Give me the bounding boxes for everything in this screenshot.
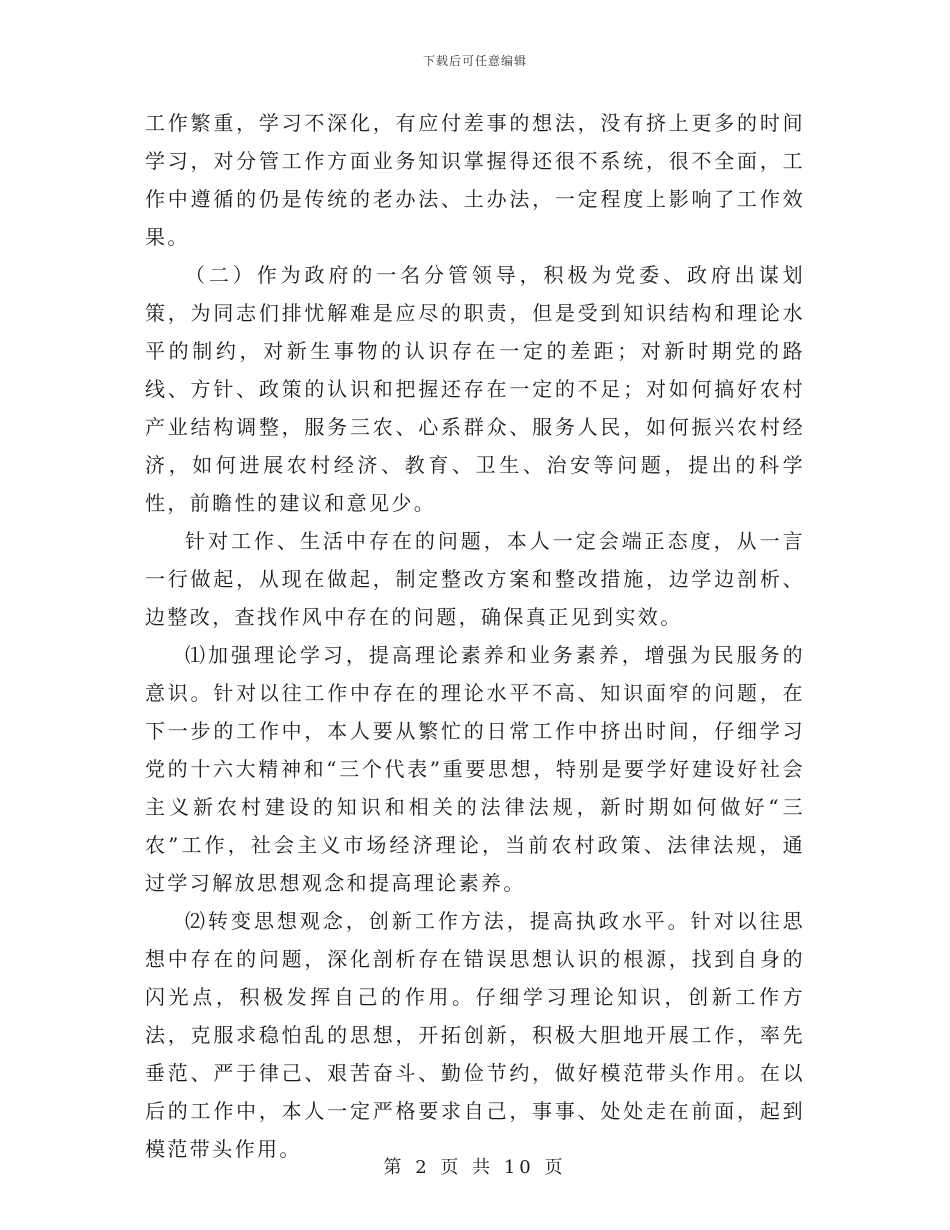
- page-header: 下载后可任意编辑: [422, 54, 527, 68]
- paragraph-continuation: 工作繁重，学习不深化，有应付差事的想法，没有挤上更多的时间学习，对分管工作方面业务知识掌握得还很不系统，很不全面，工作中遵循的仍是传统的老办法、土办法，一定程度上影响了工作效果。: [145, 111, 805, 249]
- paragraph-section-two: （二）作为政府的一名分管领导，积极为党委、政府出谋划策，为同志们排忧解难是应尽的职责，但是受到知识结构和理论水平的制约，对新生事物的认识存在一定的差距；对新时期党的路线、方针、政策的认识和把握还存在一定的不足；对如何搞好农村产业结构调整，服务三农、心系群众、服务人民，如何振兴农村经济，如何进展农村经济、教育、卫生、治安等问题，提出的科学性，前瞻性的建议和意见少。: [145, 263, 805, 515]
- paragraph-commitment: 针对工作、生活中存在的问题，本人一定会端正态度，从一言一行做起，从现在做起，制定整改方案和整改措施，边学边剖析、边整改，查找作风中存在的问题，确保真正见到实效。: [145, 529, 805, 629]
- paragraph-measure-one: ⑴加强理论学习，提高理论素养和业务素养，增强为民服务的意识。针对以往工作中存在的理论水平不高、知识面窄的问题，在下一步的工作中，本人要从繁忙的日常工作中挤出时间，仔细学习党的十六大精神和“三个代表”重要思想，特别是要学好建设好社会主义新农村建设的知识和相关的法律法规，新时期如何做好“三农”工作，社会主义市场经济理论，当前农村政策、法律法规，通过学习解放思想观念和提高理论素养。: [145, 643, 805, 895]
- document-body: [145, 104, 805, 1168]
- paragraph-measure-two: ⑵转变思想观念，创新工作方法，提高执政水平。针对以往思想中存在的问题，深化剖析存在错误思想认识的根源，找到自身的闪光点，积极发挥自己的作用。仔细学习理论知识，创新工作方法，克服求稳怕乱的思想，开拓创新，积极大胆地开展工作，率先垂范、严于律己、艰苦奋斗、勤俭节约，做好模范带头作用。在以后的工作中，本人一定严格要求自己，事事、处处走在前面，起到模范带头作用。: [145, 909, 805, 1161]
- page-number: 第 2 页 共 10 页: [383, 1157, 567, 1178]
